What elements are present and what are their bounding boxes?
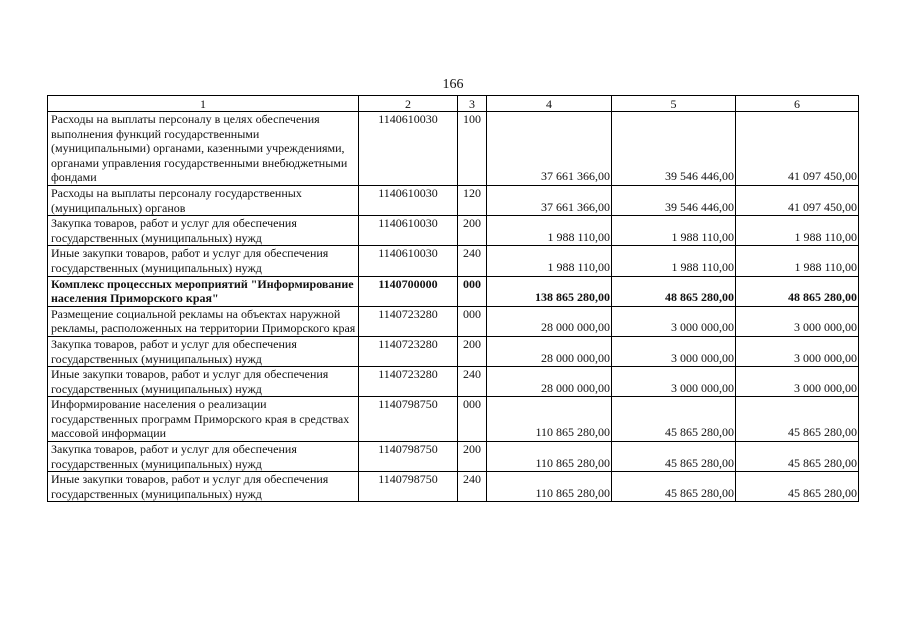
row-name: Размещение социальной рекламы на объектах наружной рекламы, расположенных на территории Приморского края [48,306,359,336]
table-row [48,246,859,276]
row-value-2: 45 865 280,00 [612,472,736,502]
row-value-2: 39 546 446,00 [612,185,736,215]
row-name: Иные закупки товаров, работ и услуг для обеспечения государственных (муниципальных) нужд [48,367,359,397]
header-cell-3: 3 [458,96,487,112]
row-value-1: 1 988 110,00 [487,246,612,276]
row-value-1: 110 865 280,00 [487,442,612,472]
row-kvr: 100 [458,112,487,186]
row-value-3: 45 865 280,00 [736,397,859,442]
table-row [48,397,859,442]
row-code: 1140610030 [359,216,458,246]
table-row [48,472,859,502]
row-code: 1140798750 [359,397,458,442]
row-value-3: 3 000 000,00 [736,367,859,397]
header-cell-1: 1 [48,96,359,112]
row-value-3: 48 865 280,00 [736,276,859,306]
row-code: 1140610030 [359,185,458,215]
row-name: Иные закупки товаров, работ и услуг для обеспечения государственных (муниципальных) нужд [48,246,359,276]
row-value-3: 41 097 450,00 [736,112,859,186]
row-value-2: 1 988 110,00 [612,246,736,276]
row-kvr: 000 [458,306,487,336]
row-name: Закупка товаров, работ и услуг для обеспечения государственных (муниципальных) нужд [48,442,359,472]
header-row [48,96,859,112]
row-value-1: 110 865 280,00 [487,472,612,502]
row-value-3: 1 988 110,00 [736,246,859,276]
table-row [48,336,859,366]
header-cell-5: 5 [612,96,736,112]
row-name: Иные закупки товаров, работ и услуг для обеспечения государственных (муниципальных) нужд [48,472,359,502]
row-kvr: 000 [458,397,487,442]
row-kvr: 120 [458,185,487,215]
row-code: 1140610030 [359,246,458,276]
row-kvr: 200 [458,216,487,246]
table-row [48,216,859,246]
row-value-3: 45 865 280,00 [736,442,859,472]
row-value-1: 28 000 000,00 [487,306,612,336]
row-value-3: 1 988 110,00 [736,216,859,246]
row-value-2: 3 000 000,00 [612,336,736,366]
row-name: Расходы на выплаты персоналу в целях обеспечения выполнения функций государственными (муниципальными) органами, казенными учреждениями, органами управления государственными внебюджетными фондами [48,112,359,186]
row-name: Информирование населения о реализации государственных программ Приморского края в средствах массовой информации [48,397,359,442]
row-value-2: 3 000 000,00 [612,367,736,397]
row-code: 1140723280 [359,306,458,336]
row-kvr: 200 [458,336,487,366]
row-kvr: 000 [458,276,487,306]
row-value-3: 3 000 000,00 [736,306,859,336]
table-row [48,442,859,472]
row-kvr: 240 [458,472,487,502]
row-value-2: 45 865 280,00 [612,397,736,442]
row-kvr: 200 [458,442,487,472]
row-value-1: 28 000 000,00 [487,367,612,397]
row-value-1: 37 661 366,00 [487,112,612,186]
row-value-1: 1 988 110,00 [487,216,612,246]
row-value-2: 3 000 000,00 [612,306,736,336]
row-code: 1140723280 [359,336,458,366]
row-name: Закупка товаров, работ и услуг для обеспечения государственных (муниципальных) нужд [48,216,359,246]
row-name: Закупка товаров, работ и услуг для обеспечения государственных (муниципальных) нужд [48,336,359,366]
table-row [48,185,859,215]
table-row [48,367,859,397]
row-code: 1140798750 [359,472,458,502]
row-kvr: 240 [458,246,487,276]
row-value-1: 138 865 280,00 [487,276,612,306]
row-value-2: 48 865 280,00 [612,276,736,306]
table-row-section [48,276,859,306]
page-number: 166 [442,77,464,92]
table-row [48,112,859,186]
row-value-1: 37 661 366,00 [487,185,612,215]
row-code: 1140700000 [359,276,458,306]
row-code: 1140723280 [359,367,458,397]
row-value-3: 41 097 450,00 [736,185,859,215]
row-value-1: 28 000 000,00 [487,336,612,366]
budget-table [47,95,859,502]
row-value-3: 45 865 280,00 [736,472,859,502]
header-cell-4: 4 [487,96,612,112]
row-value-2: 39 546 446,00 [612,112,736,186]
header-cell-6: 6 [736,96,859,112]
header-cell-2: 2 [359,96,458,112]
row-name: Расходы на выплаты персоналу государственных (муниципальных) органов [48,185,359,215]
row-code: 1140798750 [359,442,458,472]
table-row [48,306,859,336]
row-value-2: 1 988 110,00 [612,216,736,246]
row-value-1: 110 865 280,00 [487,397,612,442]
row-name: Комплекс процессных мероприятий "Информирование населения Приморского края" [48,276,359,306]
row-value-3: 3 000 000,00 [736,336,859,366]
row-value-2: 45 865 280,00 [612,442,736,472]
row-kvr: 240 [458,367,487,397]
row-code: 1140610030 [359,112,458,186]
